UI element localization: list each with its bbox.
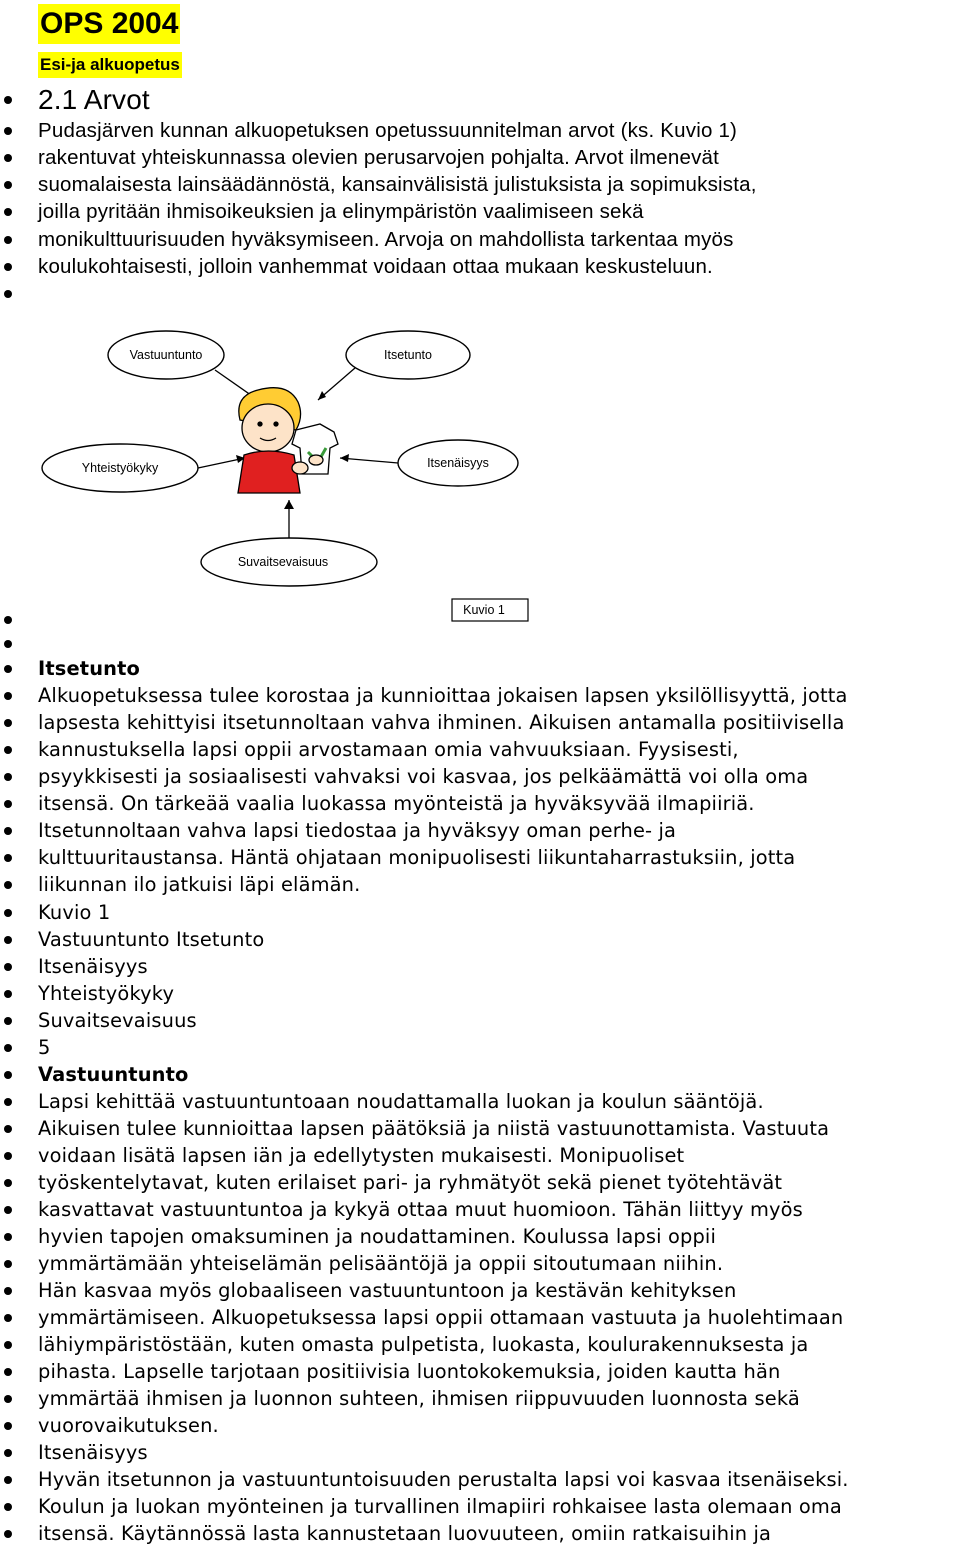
label-itsetunto: Itsetunto (384, 348, 432, 362)
bullet-icon (4, 1206, 12, 1214)
bullet-icon (4, 827, 12, 835)
bullet-icon (4, 1125, 12, 1133)
text-line: itsensä. On tärkeää vaalia luokassa myönteistä ja hyväksyvää ilmapiiriä. (38, 792, 755, 815)
bullet-icon (4, 909, 12, 917)
bullet-icon (4, 692, 12, 700)
bullet-icon (4, 290, 12, 298)
bullet-icon (4, 800, 12, 808)
text-line: suomalaisesta lainsäädännöstä, kansainvälisistä julistuksista ja sopimuksista, (38, 173, 757, 196)
text-line: joilla pyritään ihmisoikeuksien ja elinympäristön vaalimiseen sekä (38, 200, 644, 223)
bullet-icon (4, 1530, 12, 1538)
bullet-icon (4, 990, 12, 998)
bullet-icon (4, 640, 12, 648)
label-suvaitsevaisuus: Suvaitsevaisuus (237, 555, 329, 569)
text-line: ymmärtää ihmisen ja luonnon suhteen, ihmisen riippuvuuden luonnosta sekä (38, 1387, 800, 1410)
text-line: kannustuksella lapsi oppii arvostamaan omia vahvuuksiaan. Fyysisesti, (38, 738, 739, 761)
child-illustration (238, 388, 338, 493)
bullet-icon (4, 1233, 12, 1241)
bullet-icon (4, 773, 12, 781)
bullet-icon (4, 881, 12, 889)
text-line: lähiympäristöstään, kuten omasta pulpetista, luokasta, koulurakennuksesta ja (38, 1333, 809, 1356)
section-heading: 2.1 Arvot (38, 84, 150, 115)
bullet-icon (4, 746, 12, 754)
bullet-icon (4, 1017, 12, 1025)
text-line: hyvien tapojen omaksuminen ja noudattaminen. Koulussa lapsi oppii (38, 1225, 716, 1248)
text-line: liikunnan ilo jatkuisi läpi elämän. (38, 873, 361, 896)
bullet-icon (4, 208, 12, 216)
text-line: Suvaitsevaisuus (38, 1009, 197, 1032)
text-line: psyykkisesti ja sosiaalisesti vahvaksi voi kasvaa, jos pelkäämättä voi olla oma (38, 765, 809, 788)
bullet-icon (4, 1098, 12, 1106)
bullet-icon (4, 1368, 12, 1376)
text-line: lapsesta kehittyisi itsetunnoltaan vahva ihminen. Aikuisen antamalla positiivisella (38, 711, 845, 734)
text-line: kasvattavat vastuuntuntoa ja kykyä ottaa muut huomioon. Tähän liittyy myös (38, 1198, 803, 1221)
text-line: rakentuvat yhteiskunnassa olevien perusarvojen pohjalta. Arvot ilmenevät (38, 146, 720, 169)
bullet-icon (4, 263, 12, 271)
text-line: 5 (38, 1036, 51, 1059)
bullet-icon (4, 1341, 12, 1349)
bullet-icon (4, 854, 12, 862)
bullet-icon (4, 665, 12, 673)
bullet-icon (4, 1476, 12, 1484)
bullet-icon (4, 1044, 12, 1052)
text-line: monikulttuurisuuden hyväksymiseen. Arvoja on mahdollista tarkentaa myös (38, 228, 734, 251)
label-yhteistyokyky: Yhteistyökyky (81, 461, 159, 475)
document-title: OPS 2004 (38, 4, 180, 44)
bullet-icon (4, 236, 12, 244)
text-line: voidaan lisätä lapsen iän ja edellytysten mukaisesti. Monipuoliset (38, 1144, 685, 1167)
bullet-icon (4, 96, 12, 104)
text-line: Hyvän itsetunnon ja vastuuntuntoisuuden perustalta lapsi voi kasvaa itsenäiseksi. (38, 1468, 849, 1491)
caption-kuvio: Kuvio 1 (463, 603, 505, 617)
values-diagram (0, 330, 960, 630)
bullet-icon (4, 1287, 12, 1295)
text-line: Itsenäisyys (38, 955, 148, 978)
bullet-icon (4, 963, 12, 971)
text-line: vuorovaikutuksen. (38, 1414, 219, 1437)
text-line: ymmärtämiseen. Alkuopetuksessa lapsi oppii ottamaan vastuuta ja huolehtimaan (38, 1306, 844, 1329)
text-line: ymmärtämään yhteiselämän pelisääntöjä ja oppii sitoutumaan niihin. (38, 1252, 724, 1275)
label-vastuuntunto: Vastuuntunto (129, 348, 203, 362)
bullet-icon (4, 1071, 12, 1079)
bullet-icon (4, 154, 12, 162)
text-line: itsensä. Käytännössä lasta kannustetaan luovuuteen, omiin ratkaisuihin ja (38, 1522, 772, 1545)
text-line: Lapsi kehittää vastuuntuntoaan noudattamalla luokan ja koulun sääntöjä. (38, 1090, 764, 1113)
bullet-icon (4, 1314, 12, 1322)
text-line: kulttuuritaustansa. Häntä ohjataan monipuolisesti liikuntaharrastuksiin, jotta (38, 846, 796, 869)
text-line: Itsetunto (38, 657, 140, 680)
bullet-icon (4, 1422, 12, 1430)
text-line: Yhteistyökyky (38, 982, 175, 1005)
text-line: Itsenäisyys (38, 1441, 148, 1464)
arrow-itsenaisyys (340, 458, 398, 463)
bullet-icon (4, 1395, 12, 1403)
bullet-icon (4, 1179, 12, 1187)
text-line: Aikuisen tulee kunnioittaa lapsen päätöksiä ja niistä vastuunottamista. Vastuuta (38, 1117, 830, 1140)
text-line: Kuvio 1 (38, 901, 111, 924)
bullet-icon (4, 1503, 12, 1511)
text-line: Vastuuntunto Itsetunto (38, 928, 265, 951)
text-line: pihasta. Lapselle tarjotaan positiivisia luontokokemuksia, joiden kautta hän (38, 1360, 781, 1383)
text-line: Vastuuntunto (38, 1063, 189, 1086)
text-line: Alkuopetuksessa tulee korostaa ja kunnioittaa jokaisen lapsen yksilöllisyyttä, jotta (38, 684, 848, 707)
bullet-icon (4, 127, 12, 135)
text-line: Hän kasvaa myös globaaliseen vastuuntuntoon ja kestävän kehityksen (38, 1279, 737, 1302)
bullet-icon (4, 719, 12, 727)
bullet-icon (4, 1152, 12, 1160)
label-itsenaisyys: Itsenäisyys (427, 456, 489, 470)
bullet-icon (4, 1449, 12, 1457)
text-line: työskentelytavat, kuten erilaiset pari- ja ryhmätyöt sekä pienet työtehtävät (38, 1171, 783, 1194)
bullet-icon (4, 936, 12, 944)
text-line: Itsetunnoltaan vahva lapsi tiedostaa ja hyväksyy oman perhe- ja (38, 819, 677, 842)
text-line: Koulun ja luokan myönteinen ja turvallinen ilmapiiri rohkaisee lasta olemaan oma (38, 1495, 842, 1518)
document-subtitle: Esi-ja alkuopetus (38, 52, 182, 78)
text-line: Pudasjärven kunnan alkuopetuksen opetussuunnitelman arvot (ks. Kuvio 1) (38, 119, 738, 142)
bullet-icon (4, 181, 12, 189)
bullet-icon (4, 1260, 12, 1268)
text-line: koulukohtaisesti, jolloin vanhemmat voidaan ottaa mukaan keskusteluun. (38, 255, 713, 278)
